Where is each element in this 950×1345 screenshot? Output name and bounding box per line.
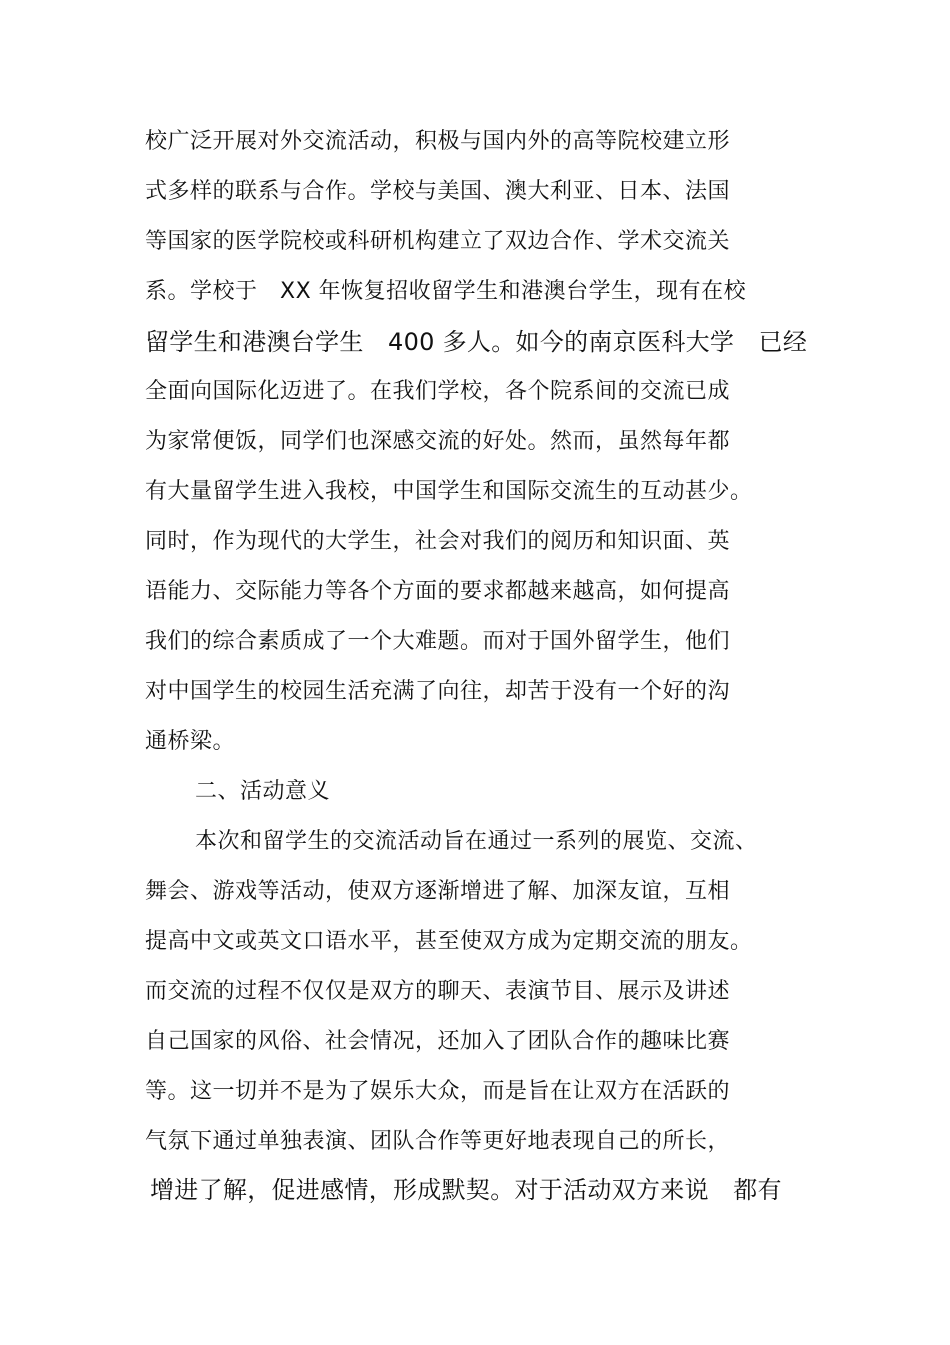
paragraph-line: 全面向国际化迈进了。在我们学校，各个院系间的交流已成: [145, 379, 731, 404]
paragraph-line: 等国家的医学院校或科研机构建立了双边合作、学术交流关: [145, 229, 731, 254]
paragraph-line: 同时，作为现代的大学生，社会对我们的阅历和知识面、英: [145, 529, 731, 554]
paragraph-line: 语能力、交际能力等各个方面的要求都越来越高，如何提高: [145, 579, 731, 604]
paragraph-line: 校广泛开展对外交流活动，积极与国内外的高等院校建立形: [145, 129, 731, 154]
paragraph-line: 对中国学生的校园生活充满了向往，却苦于没有一个好的沟: [145, 679, 731, 704]
paragraph-line: 舞会、游戏等活动，使双方逐渐增进了解、加深友谊，互相: [145, 879, 731, 904]
section-heading: 二、活动意义: [195, 779, 331, 804]
paragraph-line: 式多样的联系与合作。学校与美国、澳大利亚、日本、法国: [145, 179, 731, 204]
paragraph-line: 为家常便饭，同学们也深感交流的好处。然而，虽然每年都: [145, 429, 731, 454]
paragraph-line: 通桥梁。: [145, 729, 236, 754]
paragraph-line: 留学生和港澳台学生 400 多人。如今的南京医科大学 已经: [145, 328, 808, 356]
paragraph-line: 等。这一切并不是为了娱乐大众，而是旨在让双方在活跃的: [145, 1079, 731, 1104]
paragraph-line: 我们的综合素质成了一个大难题。而对于国外留学生，他们: [145, 629, 731, 654]
paragraph-line: 本次和留学生的交流活动旨在通过一系列的展览、交流、: [195, 829, 758, 854]
paragraph-line: 有大量留学生进入我校，中国学生和国际交流生的互动甚少。: [145, 479, 753, 504]
paragraph-line: 而交流的过程不仅仅是双方的聊天、表演节目、展示及讲述: [145, 979, 731, 1004]
paragraph-line: 提高中文或英文口语水平，甚至使双方成为定期交流的朋友。: [145, 929, 753, 954]
paragraph-line: 系。学校于 XX 年恢复招收留学生和港澳台学生，现有在校: [145, 279, 747, 304]
paragraph-line: 增进了解，促进感情，形成默契。对于活动双方来说 都有: [150, 1176, 782, 1204]
paragraph-line: 气氛下通过单独表演、团队合作等更好地表现自己的所长，: [145, 1129, 731, 1154]
paragraph-line: 自己国家的风俗、社会情况，还加入了团队合作的趣味比赛: [145, 1029, 731, 1054]
